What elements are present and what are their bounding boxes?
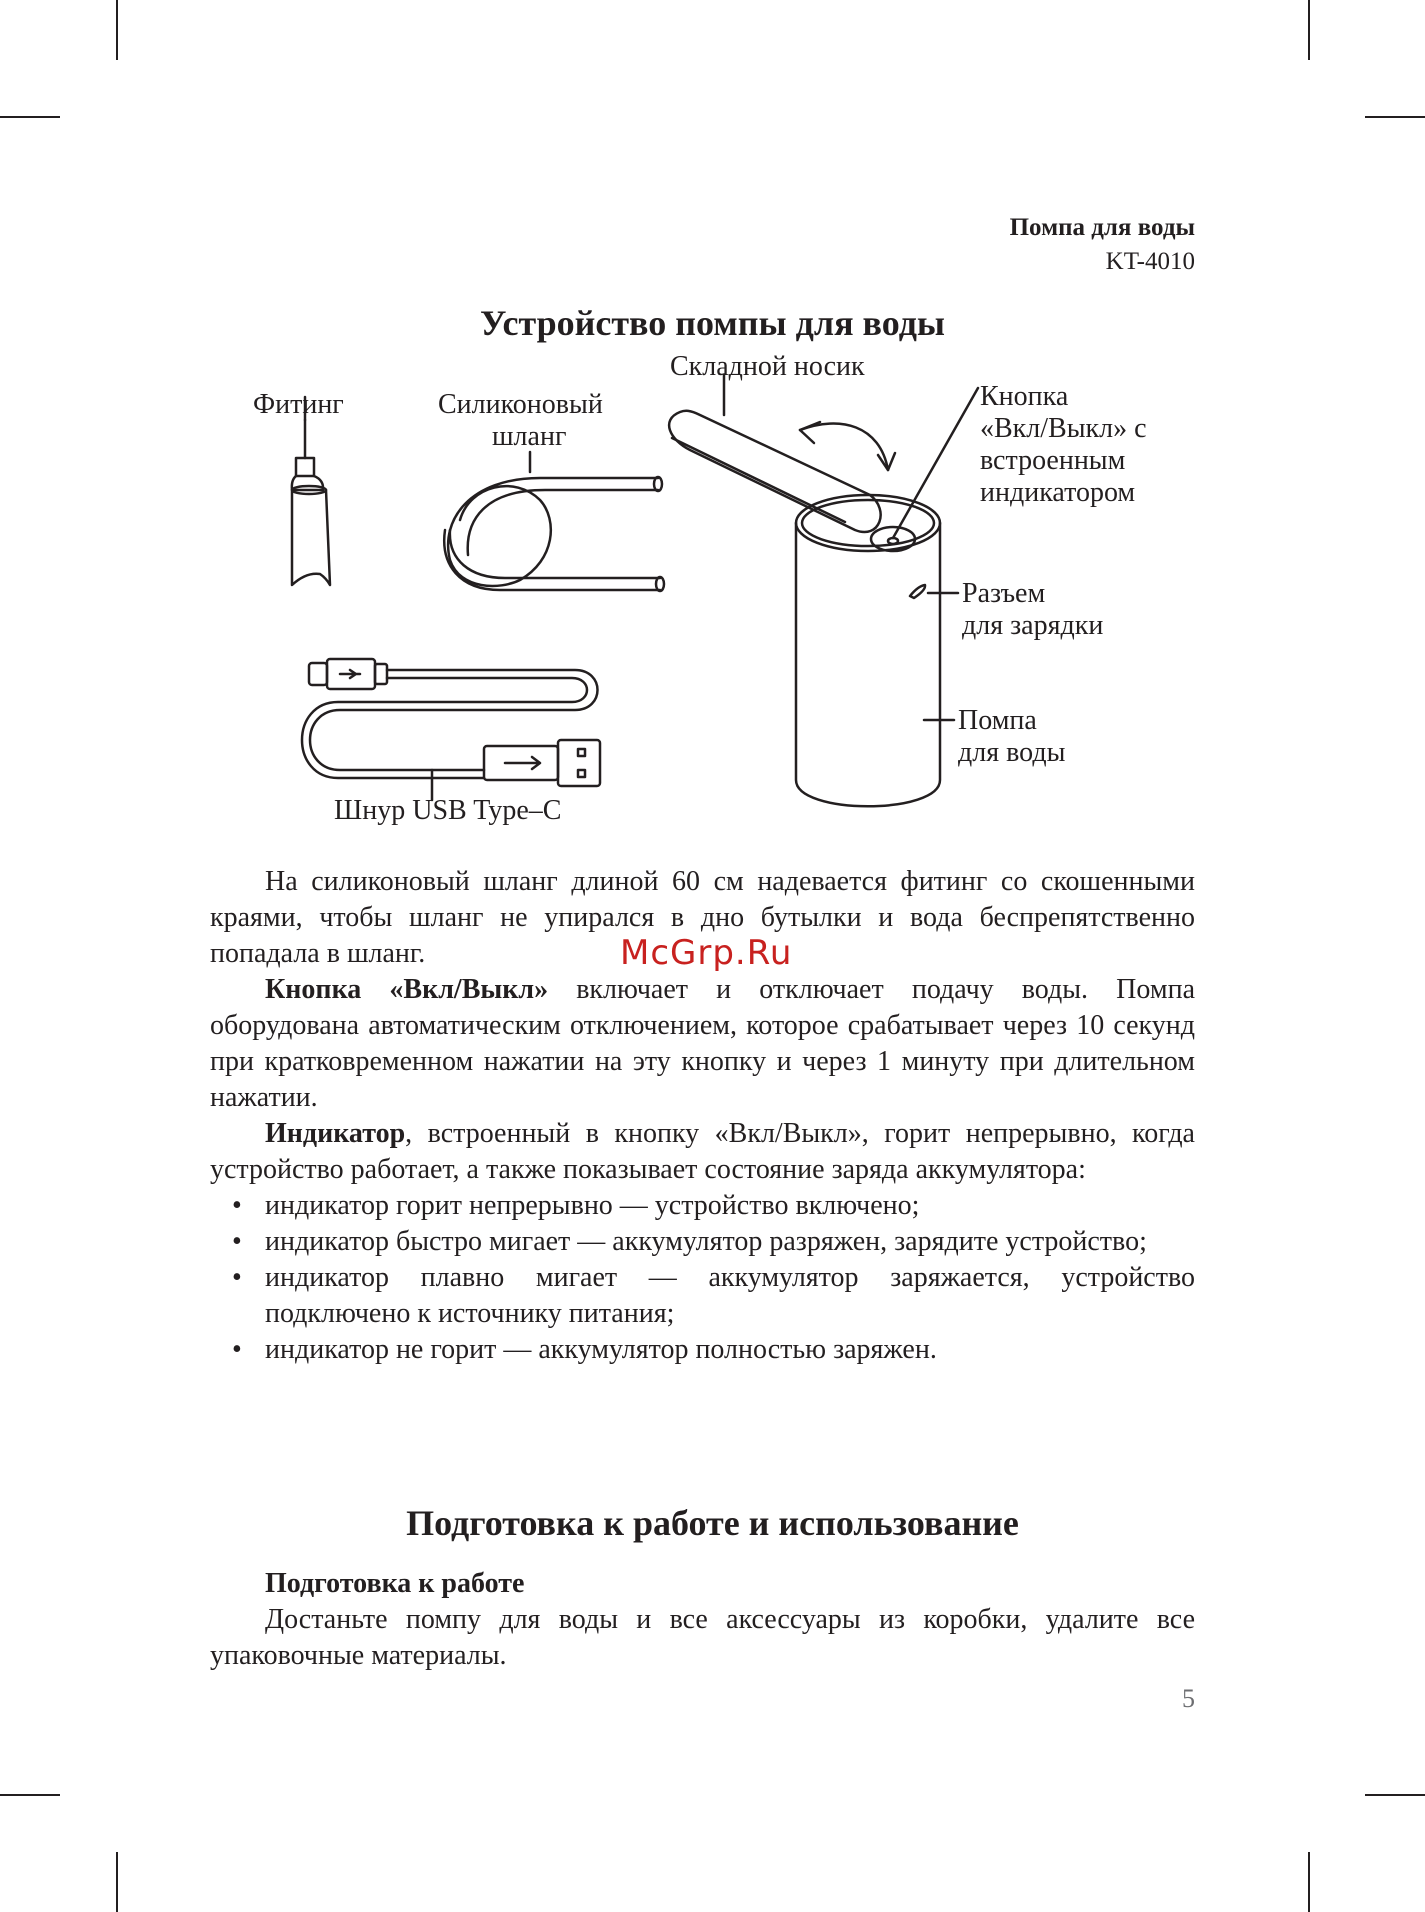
paragraph-unpack: Достаньте помпу для воды и все аксессуары из коробки, удалите все упаковочные материалы. [210,1604,1195,1671]
header-title: Помпа для воды [1009,214,1195,241]
subtitle-preparation: Подготовка к работе [265,1568,525,1599]
device-diagram [0,0,1425,860]
label-cable: Шнур USB Type–C [334,795,562,826]
label-button-line2: «Вкл/Выкл» с [980,413,1147,444]
label-hose-line2: шланг [492,421,567,452]
paragraph-indicator [210,1116,1195,1188]
section-title-preparation: Подготовка к работе и использование [406,1503,1019,1543]
label-button-line3: встроенным [980,445,1126,476]
label-button-line1: Кнопка [980,381,1069,412]
section2-body [210,1566,1195,1674]
crop-mark [0,1794,60,1796]
fitting-drawing [292,420,330,585]
label-pump-line2: для воды [958,737,1066,768]
list-item: • индикатор быстро мигает — аккумулятор разряжен, зарядите устройство; [210,1224,1195,1260]
header-model: KT-4010 [1105,248,1195,275]
label-fitting: Фитинг [253,389,344,420]
page-number: 5 [1182,1684,1195,1713]
label-spout: Складной носик [670,351,865,382]
list-item: • индикатор не горит — аккумулятор полностью заряжен. [210,1332,1195,1368]
indicator-list [210,1188,1195,1368]
list-item: • индикатор горит непрерывно — устройство включено; [210,1188,1195,1224]
paragraph-button [210,972,1195,1116]
section-title-device: Устройство помпы для воды [479,303,946,343]
crop-mark [1365,1794,1425,1796]
list-item: • индикатор плавно мигает — аккумулятор заряжается, устройство подключено к источнику питания; [210,1260,1195,1332]
term-button: Кнопка «Вкл/Выкл» [265,974,549,1005]
usb-cable-drawing [302,659,600,800]
crop-mark [1308,1852,1310,1912]
paragraph-indicator-text: , встроенный в кнопку «Вкл/Выкл», горит непрерывно, когда устройство работает, а также показывает состояние заряда аккумулятора: [210,1118,1195,1185]
silicone-hose-drawing [444,477,664,591]
label-port-line2: для зарядки [962,610,1104,641]
label-hose-line1: Силиконовый [438,389,603,420]
label-port-line1: Разъем [962,578,1046,609]
crop-mark [116,1852,118,1912]
term-indicator: Индикатор [265,1118,406,1149]
label-pump-line1: Помпа [958,705,1037,736]
pump-drawing [669,411,940,806]
label-button-line4: индикатором [980,477,1136,508]
watermark: McGrp.Ru [620,933,793,973]
paragraph-button-text: включает и отключает подачу воды. Помпа оборудована автоматическим отключением, которое срабатывает через 10 секунд при кратковременном нажатии на эту кнопку и через 1 минуту при длительном нажатии. [210,974,1196,1113]
paragraph-hose: На силиконовый шланг длиной 60 см надевается фитинг со скошенными краями, чтобы шланг не упирался в дно бутылки и вода беспрепятственно попадала в шланг. [210,866,1195,969]
